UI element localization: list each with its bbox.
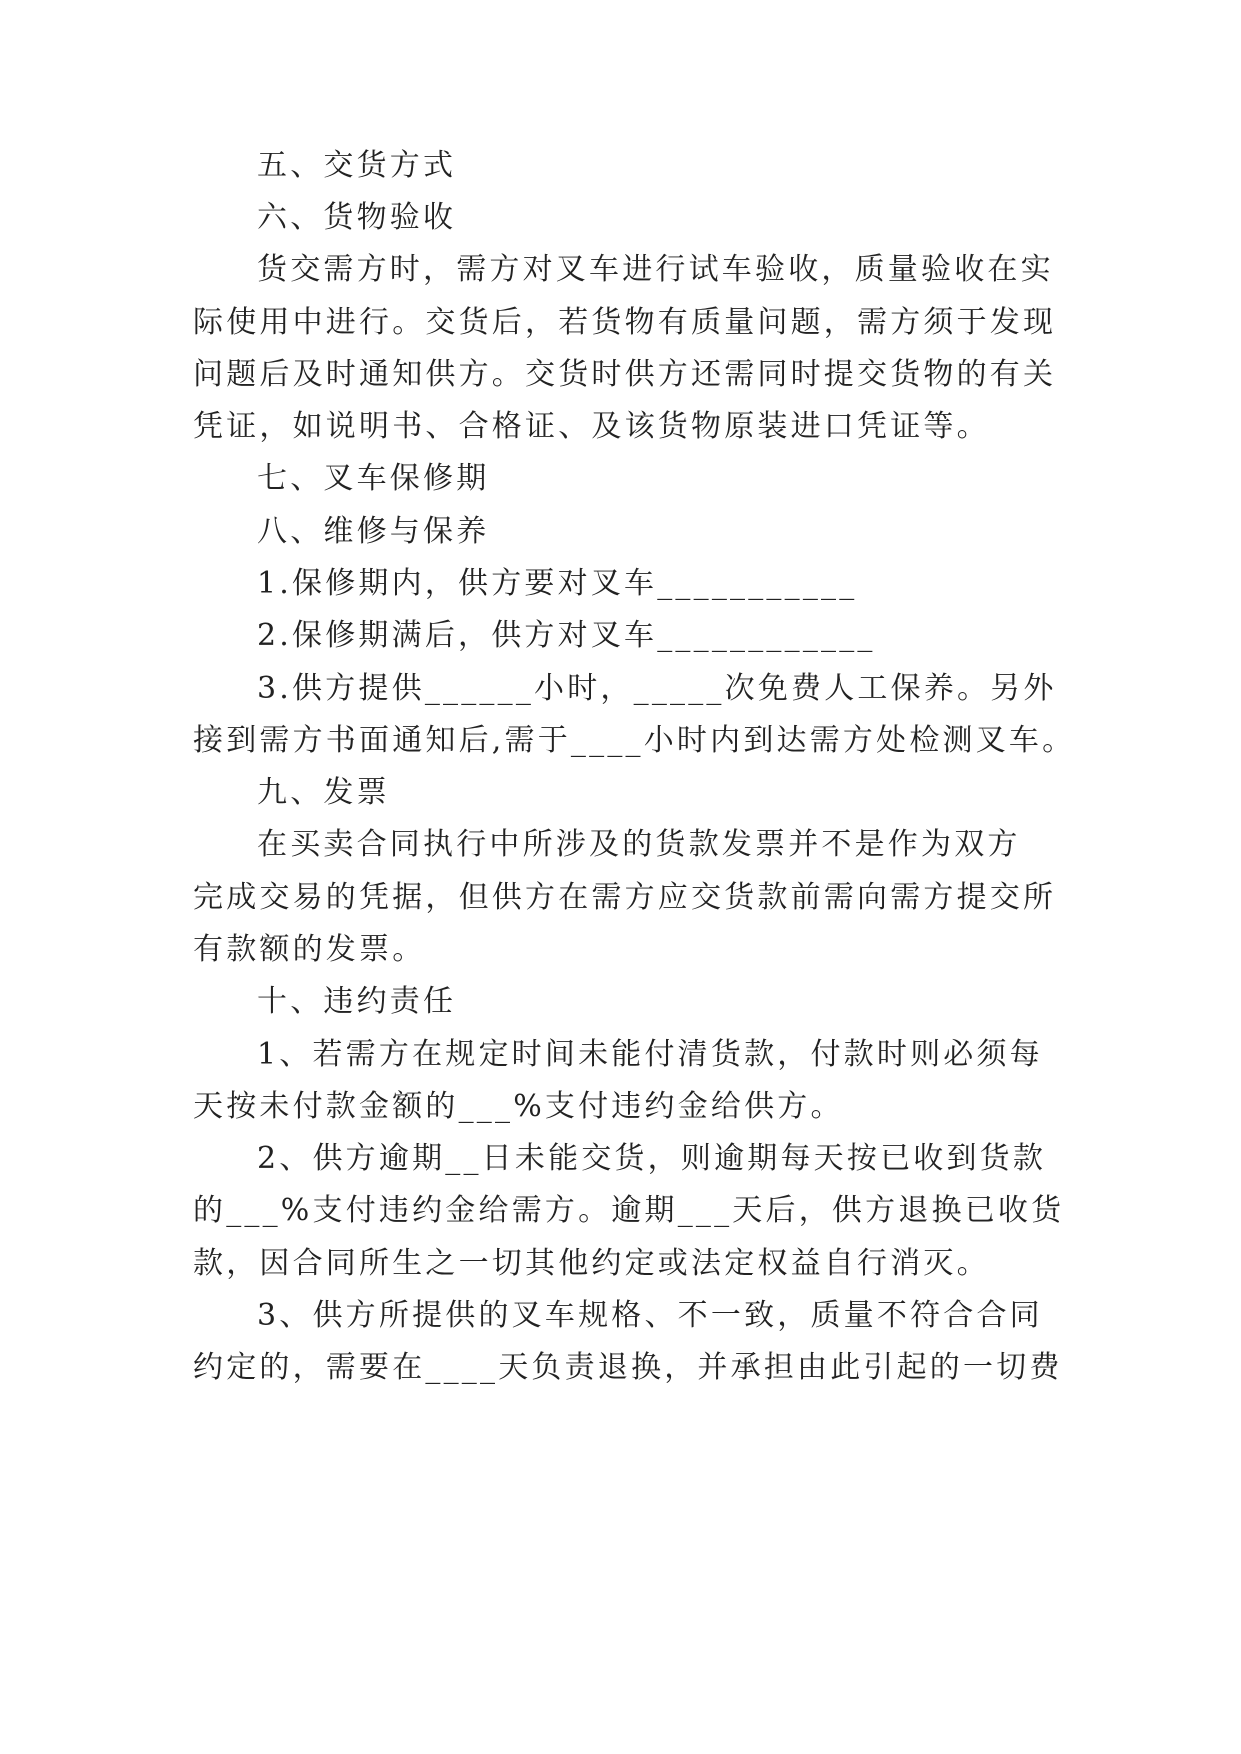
clause-line: 3、供方所提供的叉车规格、不一致，质量不符合合同 xyxy=(257,1298,1043,1333)
paragraph-line: 有款额的发票。 xyxy=(193,932,426,967)
clause-line: 2.保修期满后，供方对叉车____________ xyxy=(257,618,876,653)
section-heading-delivery: 五、交货方式 xyxy=(257,148,457,183)
paragraph-line: 在买卖合同执行中所涉及的货款发票并不是作为双方 xyxy=(257,827,1021,862)
paragraph-line: 际使用中进行。交货后，若货物有质量问题，需方须于发现 xyxy=(193,305,1057,340)
section-heading-acceptance: 六、货物验收 xyxy=(257,200,457,235)
clause-line: 1、若需方在规定时间未能付清货款，付款时则必须每 xyxy=(257,1037,1043,1072)
clause-line: 天按未付款金额的___%支付违约金给供方。 xyxy=(193,1089,844,1124)
clause-line: 接到需方书面通知后,需于____小时内到达需方处检测叉车。 xyxy=(193,723,1076,758)
section-heading-liability: 十、违约责任 xyxy=(257,984,457,1019)
clause-line: 款，因合同所生之一切其他约定或法定权益自行消灭。 xyxy=(193,1246,990,1281)
paragraph-line: 货交需方时，需方对叉车进行试车验收，质量验收在实 xyxy=(257,252,1054,287)
paragraph-line: 完成交易的凭据，但供方在需方应交货款前需向需方提交所 xyxy=(193,880,1057,915)
clause-line: 的___%支付违约金给需方。逾期___天后，供方退换已收货 xyxy=(193,1193,1065,1228)
section-heading-warranty: 七、叉车保修期 xyxy=(257,461,490,496)
clause-line: 1.保修期内，供方要对叉车___________ xyxy=(257,566,858,601)
paragraph-line: 凭证，如说明书、合格证、及该货物原装进口凭证等。 xyxy=(193,409,990,444)
clause-line: 2、供方逾期__日未能交货，则逾期每天按已收到货款 xyxy=(257,1141,1047,1176)
clause-line: 约定的，需要在____天负责退换，并承担由此引起的一切费 xyxy=(193,1350,1063,1385)
paragraph-line: 问题后及时通知供方。交货时供方还需同时提交货物的有关 xyxy=(193,357,1057,392)
section-heading-invoice: 九、发票 xyxy=(257,775,390,810)
section-heading-maintenance: 八、维修与保养 xyxy=(257,514,490,549)
clause-line: 3.供方提供______小时，_____次免费人工保养。另外 xyxy=(257,671,1057,706)
